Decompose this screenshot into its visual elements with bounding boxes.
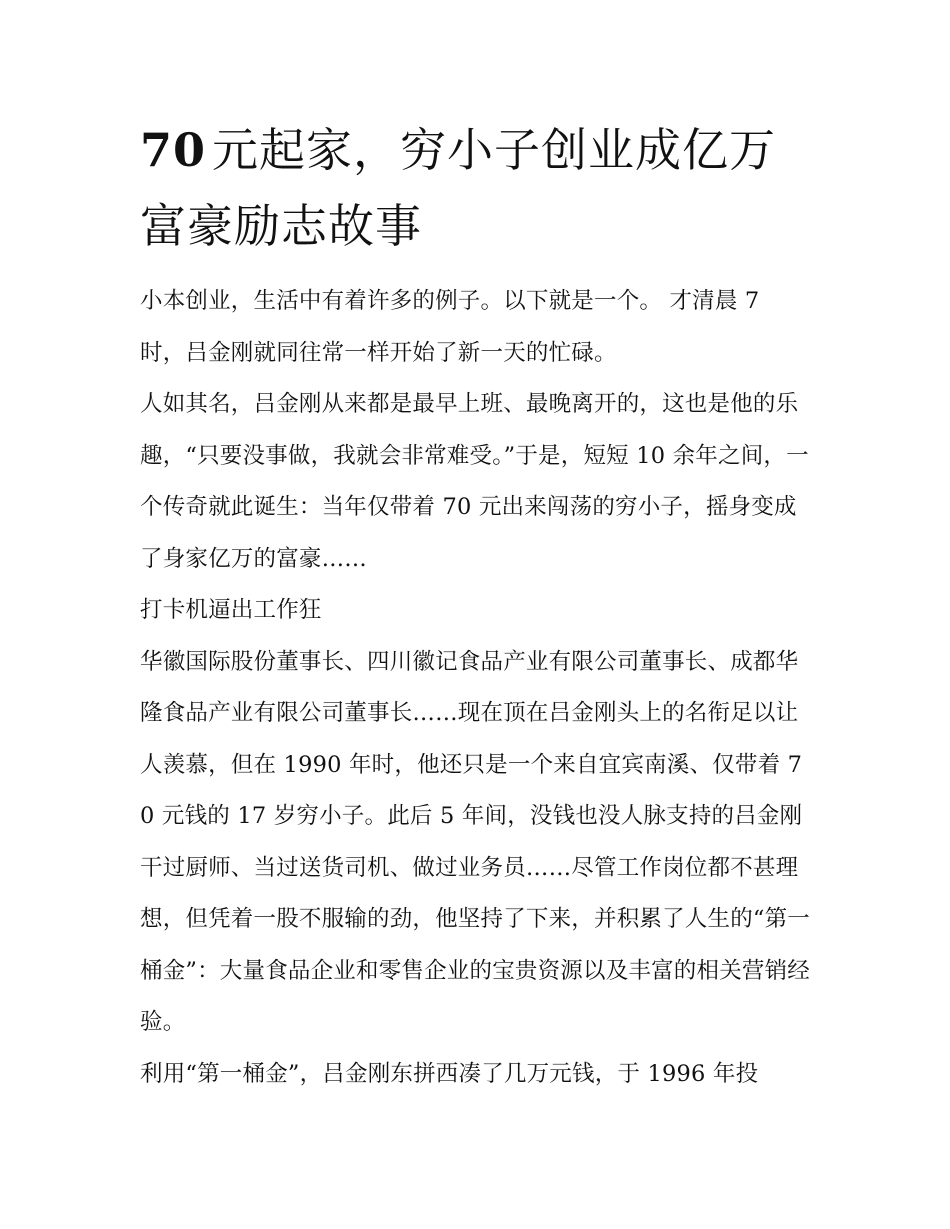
paragraph-name: 人如其名，吕金刚从来都是最早上班、最晚离开的，这也是他的乐趣，“只要没事做，我就会非常难受。”于是，短短 10 余年之间，一个传奇就此诞生：当年仅带着 70 元出来闯荡的穷小子，摇身变成了身家亿万的富豪……: [140, 391, 809, 572]
section-heading: 打卡机逼出工作狂: [140, 597, 322, 623]
paragraph-intro: 小本创业，生活中有着许多的例子。以下就是一个。 才清晨 7 时，吕金刚就同往常一样开始了新一天的忙碌。: [140, 288, 760, 366]
paragraph-career: 华徽国际股份董事长、四川徽记食品产业有限公司董事长、成都华隆食品产业有限公司董事长……现在顶在吕金刚头上的名衔足以让人羡慕，但在 1990 年时，他还只是一个来自宜宾南溪、仅带着 70 元钱的 17 岁穷小子。此后 5 年间，没钱也没人脉支持的吕金刚干过厨师、当过送货司机、做过业务员……尽管工作岗位都不甚理想，但凭着一股不服输的劲，他坚持了下来，并积累了人生的“第一桶金”：大量食品企业和零售企业的宝贵资源以及丰富的相关营销经验。: [140, 648, 811, 1035]
document-content: [140, 112, 812, 1100]
document-title: [140, 112, 812, 264]
title-number: 70: [140, 123, 207, 177]
title-text: 元起家，穷小子创业成亿万富豪励志故事: [140, 123, 777, 253]
document-body: [140, 276, 812, 1100]
paragraph-investment: 利用“第一桶金”，吕金刚东拼西凑了几万元钱，于 1996 年投: [140, 1060, 759, 1087]
